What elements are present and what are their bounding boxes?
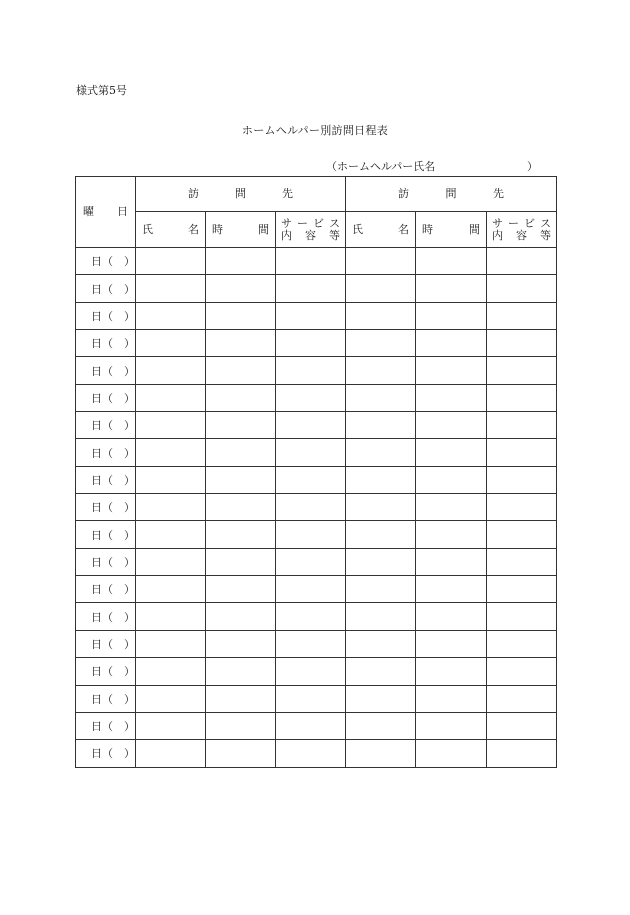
name-cell[interactable] [346, 521, 416, 548]
helper-name-label: （ホームヘルパー氏名 [326, 160, 436, 173]
time-cell[interactable] [416, 384, 487, 411]
service-cell[interactable] [276, 302, 346, 329]
day-cell: 日（ ） [76, 466, 136, 493]
service-char: ビ [313, 216, 324, 230]
service-cell[interactable] [276, 576, 346, 603]
visit-schedule-table [75, 176, 557, 768]
service-cell[interactable] [276, 275, 346, 302]
table-row [76, 658, 557, 685]
name-cell[interactable] [346, 330, 416, 357]
name-cell[interactable] [346, 603, 416, 630]
service-cell[interactable] [487, 658, 557, 685]
day-cell: 日（ ） [76, 302, 136, 329]
time-cell[interactable] [416, 248, 487, 275]
table-row [76, 466, 557, 493]
service-cell[interactable] [487, 439, 557, 466]
day-cell: 日（ ） [76, 712, 136, 739]
name-cell[interactable] [136, 302, 206, 329]
service-char: ビ [524, 216, 535, 230]
service-cell[interactable] [276, 412, 346, 439]
day-cell: 日（ ） [76, 494, 136, 521]
table-row [76, 548, 557, 575]
service-cell[interactable] [276, 712, 346, 739]
day-cell: 日（ ） [76, 357, 136, 384]
day-cell: 日（ ） [76, 740, 136, 767]
form-title: ホームヘルパー別訪問日程表 [241, 124, 389, 137]
time-cell[interactable] [206, 603, 276, 630]
name-char-2: 名 [188, 222, 199, 236]
service-cell[interactable] [276, 521, 346, 548]
day-cell: 日（ ） [76, 603, 136, 630]
name-cell[interactable] [136, 630, 206, 657]
time-cell[interactable] [206, 439, 276, 466]
name-cell[interactable] [136, 603, 206, 630]
visit-char-1: 訪 [188, 187, 199, 200]
name-cell[interactable] [136, 384, 206, 411]
name-cell[interactable] [346, 302, 416, 329]
name-cell[interactable] [136, 712, 206, 739]
day-cell: 日（ ） [76, 275, 136, 302]
youbi-char-2: 日 [117, 205, 128, 218]
service-char: ス [329, 216, 340, 230]
service-cell[interactable] [276, 248, 346, 275]
form-number: 様式第5号 [76, 84, 127, 97]
service-char: サ [281, 216, 292, 230]
service-cell[interactable] [276, 384, 346, 411]
name-cell[interactable] [346, 466, 416, 493]
time-cell[interactable] [416, 603, 487, 630]
service-char: ー [297, 216, 308, 230]
service-cell[interactable] [276, 658, 346, 685]
time-cell[interactable] [206, 712, 276, 739]
service-cell[interactable] [276, 740, 346, 767]
day-cell: 日（ ） [76, 685, 136, 712]
time-cell[interactable] [206, 740, 276, 767]
table-row [76, 439, 557, 466]
visit-group-header-2 [346, 177, 557, 212]
service-cell[interactable] [276, 466, 346, 493]
day-cell: 日（ ） [76, 630, 136, 657]
time-cell[interactable] [206, 685, 276, 712]
helper-name-field[interactable] [326, 160, 538, 174]
name-char-1: 氏 [352, 222, 363, 236]
name-cell[interactable] [346, 412, 416, 439]
time-cell[interactable] [416, 576, 487, 603]
time-char-1: 時 [212, 222, 223, 236]
day-cell: 日（ ） [76, 330, 136, 357]
service-cell[interactable] [487, 357, 557, 384]
visit-char-2: 問 [235, 187, 246, 200]
service-cell[interactable] [487, 712, 557, 739]
service-char: ス [540, 216, 551, 230]
content-char: 内 [492, 228, 503, 242]
time-cell[interactable] [206, 630, 276, 657]
service-header-2 [487, 212, 557, 248]
time-char-1: 時 [422, 222, 433, 236]
time-cell[interactable] [416, 521, 487, 548]
time-cell[interactable] [416, 412, 487, 439]
service-cell[interactable] [276, 685, 346, 712]
time-cell[interactable] [206, 521, 276, 548]
content-char: 内 [281, 228, 292, 242]
day-cell: 日（ ） [76, 439, 136, 466]
service-cell[interactable] [487, 630, 557, 657]
content-char: 容 [516, 228, 527, 242]
day-cell: 日（ ） [76, 521, 136, 548]
time-cell[interactable] [416, 302, 487, 329]
time-cell[interactable] [206, 248, 276, 275]
time-cell[interactable] [206, 466, 276, 493]
youbi-char-1: 曜 [83, 205, 94, 218]
time-cell[interactable] [416, 330, 487, 357]
time-cell[interactable] [206, 412, 276, 439]
time-cell[interactable] [416, 548, 487, 575]
time-cell[interactable] [416, 439, 487, 466]
name-cell[interactable] [346, 576, 416, 603]
name-cell[interactable] [136, 439, 206, 466]
visit-group-header-1 [136, 177, 346, 212]
time-char-2: 間 [469, 222, 480, 236]
day-cell: 日（ ） [76, 248, 136, 275]
time-cell[interactable] [416, 466, 487, 493]
table-row [76, 330, 557, 357]
time-header-1 [206, 212, 276, 248]
name-cell[interactable] [136, 357, 206, 384]
service-cell[interactable] [276, 494, 346, 521]
table-row [76, 685, 557, 712]
name-cell[interactable] [346, 740, 416, 767]
time-cell[interactable] [416, 357, 487, 384]
name-cell[interactable] [136, 685, 206, 712]
service-cell[interactable] [487, 384, 557, 411]
name-header-2 [346, 212, 416, 248]
service-cell[interactable] [487, 302, 557, 329]
service-cell[interactable] [276, 603, 346, 630]
name-cell[interactable] [136, 330, 206, 357]
service-cell[interactable] [487, 576, 557, 603]
name-cell[interactable] [346, 357, 416, 384]
day-cell: 日（ ） [76, 412, 136, 439]
content-char: 等 [540, 228, 551, 242]
visit-char-3: 先 [282, 187, 293, 200]
name-cell[interactable] [346, 248, 416, 275]
name-cell[interactable] [346, 658, 416, 685]
content-char: 等 [329, 228, 340, 242]
table-row [76, 521, 557, 548]
schedule-body [76, 248, 557, 768]
time-cell[interactable] [206, 330, 276, 357]
name-cell[interactable] [346, 548, 416, 575]
table-row [76, 603, 557, 630]
time-cell[interactable] [206, 576, 276, 603]
visit-char-3: 先 [493, 187, 504, 200]
service-cell[interactable] [487, 494, 557, 521]
service-header-1 [276, 212, 346, 248]
name-cell[interactable] [136, 494, 206, 521]
day-cell: 日（ ） [76, 384, 136, 411]
service-cell[interactable] [487, 548, 557, 575]
table-row [76, 740, 557, 767]
time-header-2 [416, 212, 487, 248]
table-row [76, 384, 557, 411]
table-row [76, 302, 557, 329]
name-cell[interactable] [136, 576, 206, 603]
visit-char-2: 問 [445, 187, 457, 200]
service-cell[interactable] [276, 439, 346, 466]
service-cell[interactable] [487, 521, 557, 548]
service-cell[interactable] [487, 330, 557, 357]
time-cell[interactable] [206, 548, 276, 575]
name-cell[interactable] [346, 275, 416, 302]
table-row [76, 248, 557, 275]
helper-name-close: ） [527, 160, 538, 173]
service-cell[interactable] [487, 248, 557, 275]
time-cell[interactable] [206, 658, 276, 685]
time-cell[interactable] [206, 275, 276, 302]
service-cell[interactable] [276, 330, 346, 357]
table-row [76, 712, 557, 739]
time-char-2: 間 [258, 222, 269, 236]
service-char: サ [492, 216, 503, 230]
table-row [76, 630, 557, 657]
service-cell[interactable] [487, 685, 557, 712]
service-cell[interactable] [276, 357, 346, 384]
service-char: ー [508, 216, 519, 230]
visit-char-1: 訪 [398, 187, 409, 200]
name-cell[interactable] [136, 412, 206, 439]
name-cell[interactable] [136, 275, 206, 302]
time-cell[interactable] [416, 494, 487, 521]
time-cell[interactable] [416, 658, 487, 685]
day-cell: 日（ ） [76, 576, 136, 603]
name-cell[interactable] [136, 658, 206, 685]
service-cell[interactable] [487, 603, 557, 630]
day-cell: 日（ ） [76, 658, 136, 685]
youbi-header [76, 177, 136, 248]
name-cell[interactable] [136, 740, 206, 767]
name-cell[interactable] [136, 248, 206, 275]
time-cell[interactable] [416, 630, 487, 657]
name-cell[interactable] [136, 466, 206, 493]
table-row [76, 357, 557, 384]
time-cell[interactable] [416, 685, 487, 712]
name-cell[interactable] [346, 494, 416, 521]
table-row [76, 275, 557, 302]
table-row [76, 412, 557, 439]
name-char-1: 氏 [142, 222, 153, 236]
time-cell[interactable] [206, 302, 276, 329]
service-cell[interactable] [487, 466, 557, 493]
service-cell[interactable] [276, 548, 346, 575]
service-cell[interactable] [276, 630, 346, 657]
name-cell[interactable] [136, 521, 206, 548]
table-row [76, 494, 557, 521]
name-header-1 [136, 212, 206, 248]
time-cell[interactable] [416, 740, 487, 767]
name-cell[interactable] [346, 630, 416, 657]
time-cell[interactable] [206, 384, 276, 411]
name-cell[interactable] [346, 712, 416, 739]
time-cell[interactable] [206, 494, 276, 521]
service-cell[interactable] [487, 740, 557, 767]
time-cell[interactable] [416, 712, 487, 739]
name-cell[interactable] [346, 685, 416, 712]
service-cell[interactable] [487, 275, 557, 302]
day-cell: 日（ ） [76, 548, 136, 575]
content-char: 容 [305, 228, 316, 242]
name-char-2: 名 [398, 222, 409, 236]
name-cell[interactable] [346, 439, 416, 466]
name-cell[interactable] [136, 548, 206, 575]
time-cell[interactable] [416, 275, 487, 302]
name-cell[interactable] [346, 384, 416, 411]
service-cell[interactable] [487, 412, 557, 439]
table-row [76, 576, 557, 603]
time-cell[interactable] [206, 357, 276, 384]
